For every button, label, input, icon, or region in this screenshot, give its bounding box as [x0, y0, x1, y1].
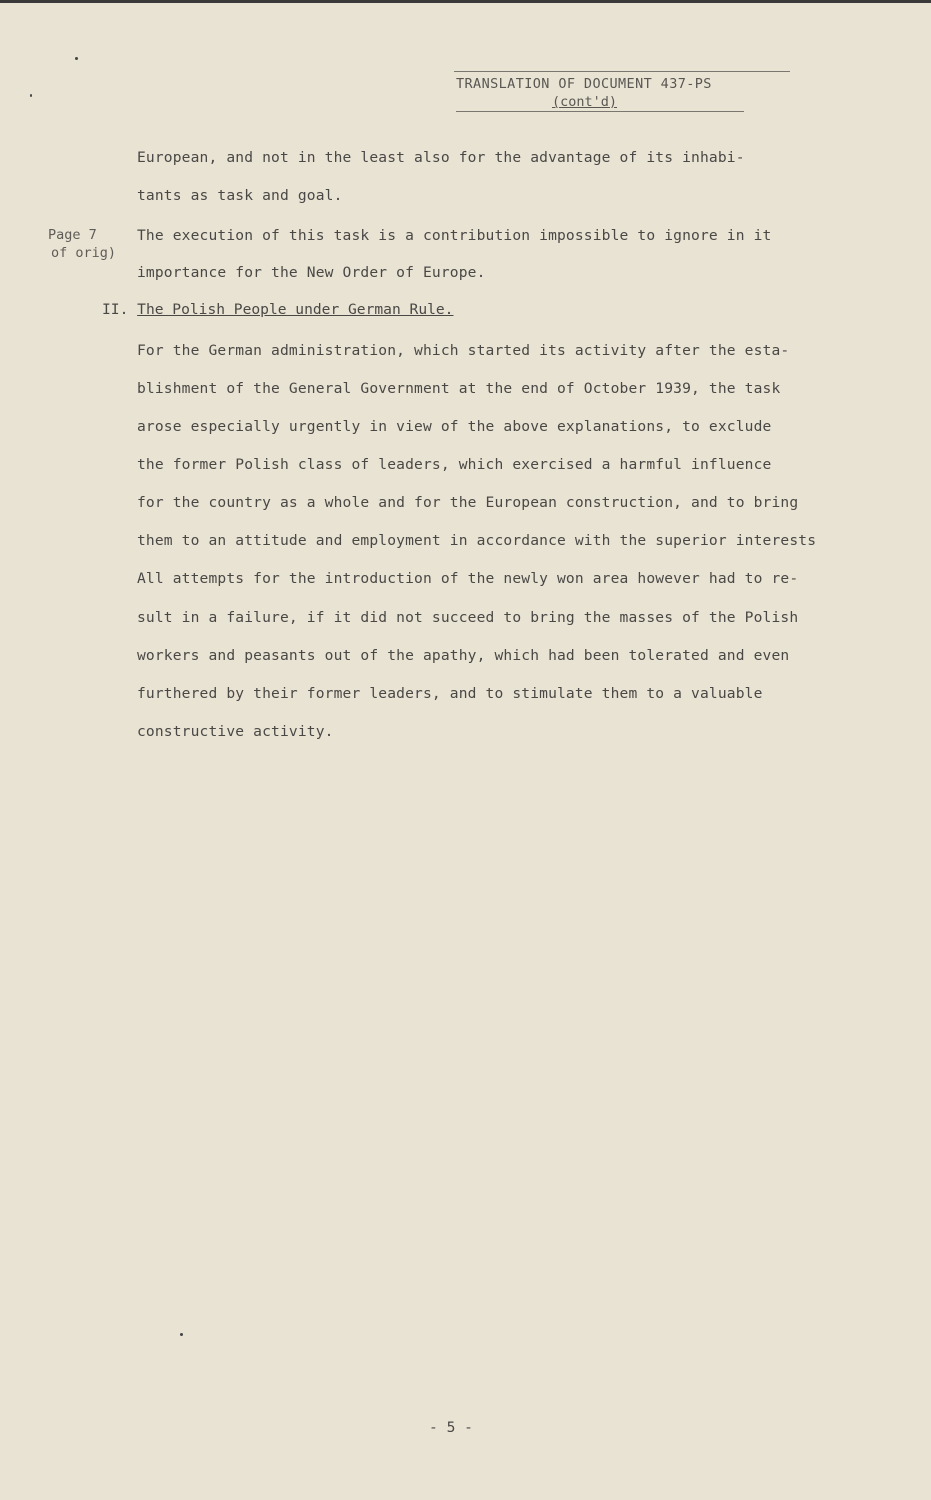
- ink-speck: [30, 94, 32, 97]
- text-line: tants as task and goal.: [137, 187, 343, 204]
- margin-note-line: of orig): [51, 245, 117, 261]
- text-line: furthered by their former leaders, and to stimulate them to a valuable: [137, 685, 763, 702]
- ink-speck: [75, 57, 78, 60]
- section-heading: [102, 301, 453, 318]
- ink-speck: [180, 1333, 183, 1336]
- text-line: workers and peasants out of the apathy, which had been tolerated and even: [137, 647, 790, 664]
- text-line: European, and not in the least also for the advantage of its inhabi-: [137, 149, 745, 166]
- text-line: The execution of this task is a contribution impossible to ignore in it: [137, 227, 772, 244]
- header-rule-top: [454, 71, 790, 72]
- text-line: arose especially urgently in view of the above explanations, to exclude: [137, 418, 772, 435]
- text-line: them to an attitude and employment in accordance with the superior interests: [137, 532, 817, 549]
- margin-note-line: Page 7: [48, 227, 97, 243]
- text-line: sult in a failure, if it did not succeed to bring the masses of the Polish: [137, 609, 799, 626]
- header-rule-bottom: [456, 111, 744, 112]
- text-line: All attempts for the introduction of the newly won area however had to re-: [137, 570, 799, 587]
- section-title: The Polish People under German Rule.: [137, 301, 454, 318]
- text-line: blishment of the General Government at the end of October 1939, the task: [137, 380, 781, 397]
- text-line: constructive activity.: [137, 723, 334, 740]
- text-line: importance for the New Order of Europe.: [137, 264, 486, 281]
- section-number: II.: [102, 301, 129, 318]
- page-number: - 5 -: [429, 1419, 473, 1436]
- text-line: for the country as a whole and for the European construction, and to bring: [137, 494, 799, 511]
- text-line: For the German administration, which started its activity after the esta-: [137, 342, 790, 359]
- page-top-edge: [0, 0, 931, 3]
- header-title: TRANSLATION OF DOCUMENT 437-PS: [456, 76, 712, 92]
- text-line: the former Polish class of leaders, which exercised a harmful influence: [137, 456, 772, 473]
- header-continued: (cont'd): [552, 94, 618, 110]
